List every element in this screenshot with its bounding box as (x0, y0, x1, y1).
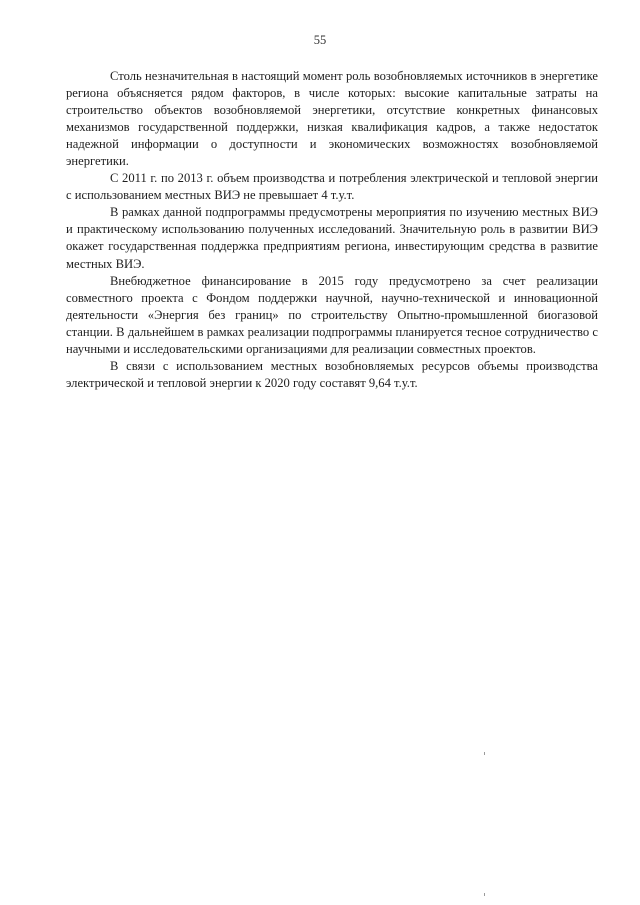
paragraph-extrabudgetary-financing: Внебюджетное финансирование в 2015 году предусмотрено за счет реализации совместного проекта с Фондом поддержки научной, научно-технической и инновационной деятельности «Энергия без границ» по строительству Опытно-промышленной биогазовой станции. В дальнейшем в рамках реализации подпрограммы планируется тесное сотрудничество с научными и исследовательскими организациями для реализации совместных проектов. (66, 273, 598, 356)
scan-artifact-mark (484, 752, 485, 755)
page-number: 55 (313, 33, 327, 47)
paragraph-2020-forecast: В связи с использованием местных возобновляемых ресурсов объемы производства электрической и тепловой энергии к 2020 году составят 9,64 т.у.т. (66, 358, 598, 390)
paragraph-renewables-role: Столь незначительная в настоящий момент роль возобновляемых источников в энергетике региона объясняется рядом факторов, в числе которых: высокие капитальные затраты на строительство объектов возобновляемой энергетики, отсутствие конкретных финансовых механизмов государственной поддержки, низкая квалификация кадров, а также недостаток надежной информации о доступности и экономических возможностях возобновляемой энергетики. (66, 69, 598, 169)
scan-artifact-mark (484, 893, 485, 896)
body-text (66, 68, 598, 392)
paragraph-subprogram-measures: В рамках данной подпрограммы предусмотрены мероприятия по изучению местных ВИЭ и практическому использованию полученных исследований. Значительную роль в развитии ВИЭ окажет государственная поддержка предприятиям региона, инвестирующим средства в развитие местных ВИЭ. (66, 205, 598, 271)
paragraph-production-volume: С 2011 г. по 2013 г. объем производства и потребления электрической и тепловой энергии с использованием местных ВИЭ не превышает 4 т.у.т. (66, 171, 598, 203)
